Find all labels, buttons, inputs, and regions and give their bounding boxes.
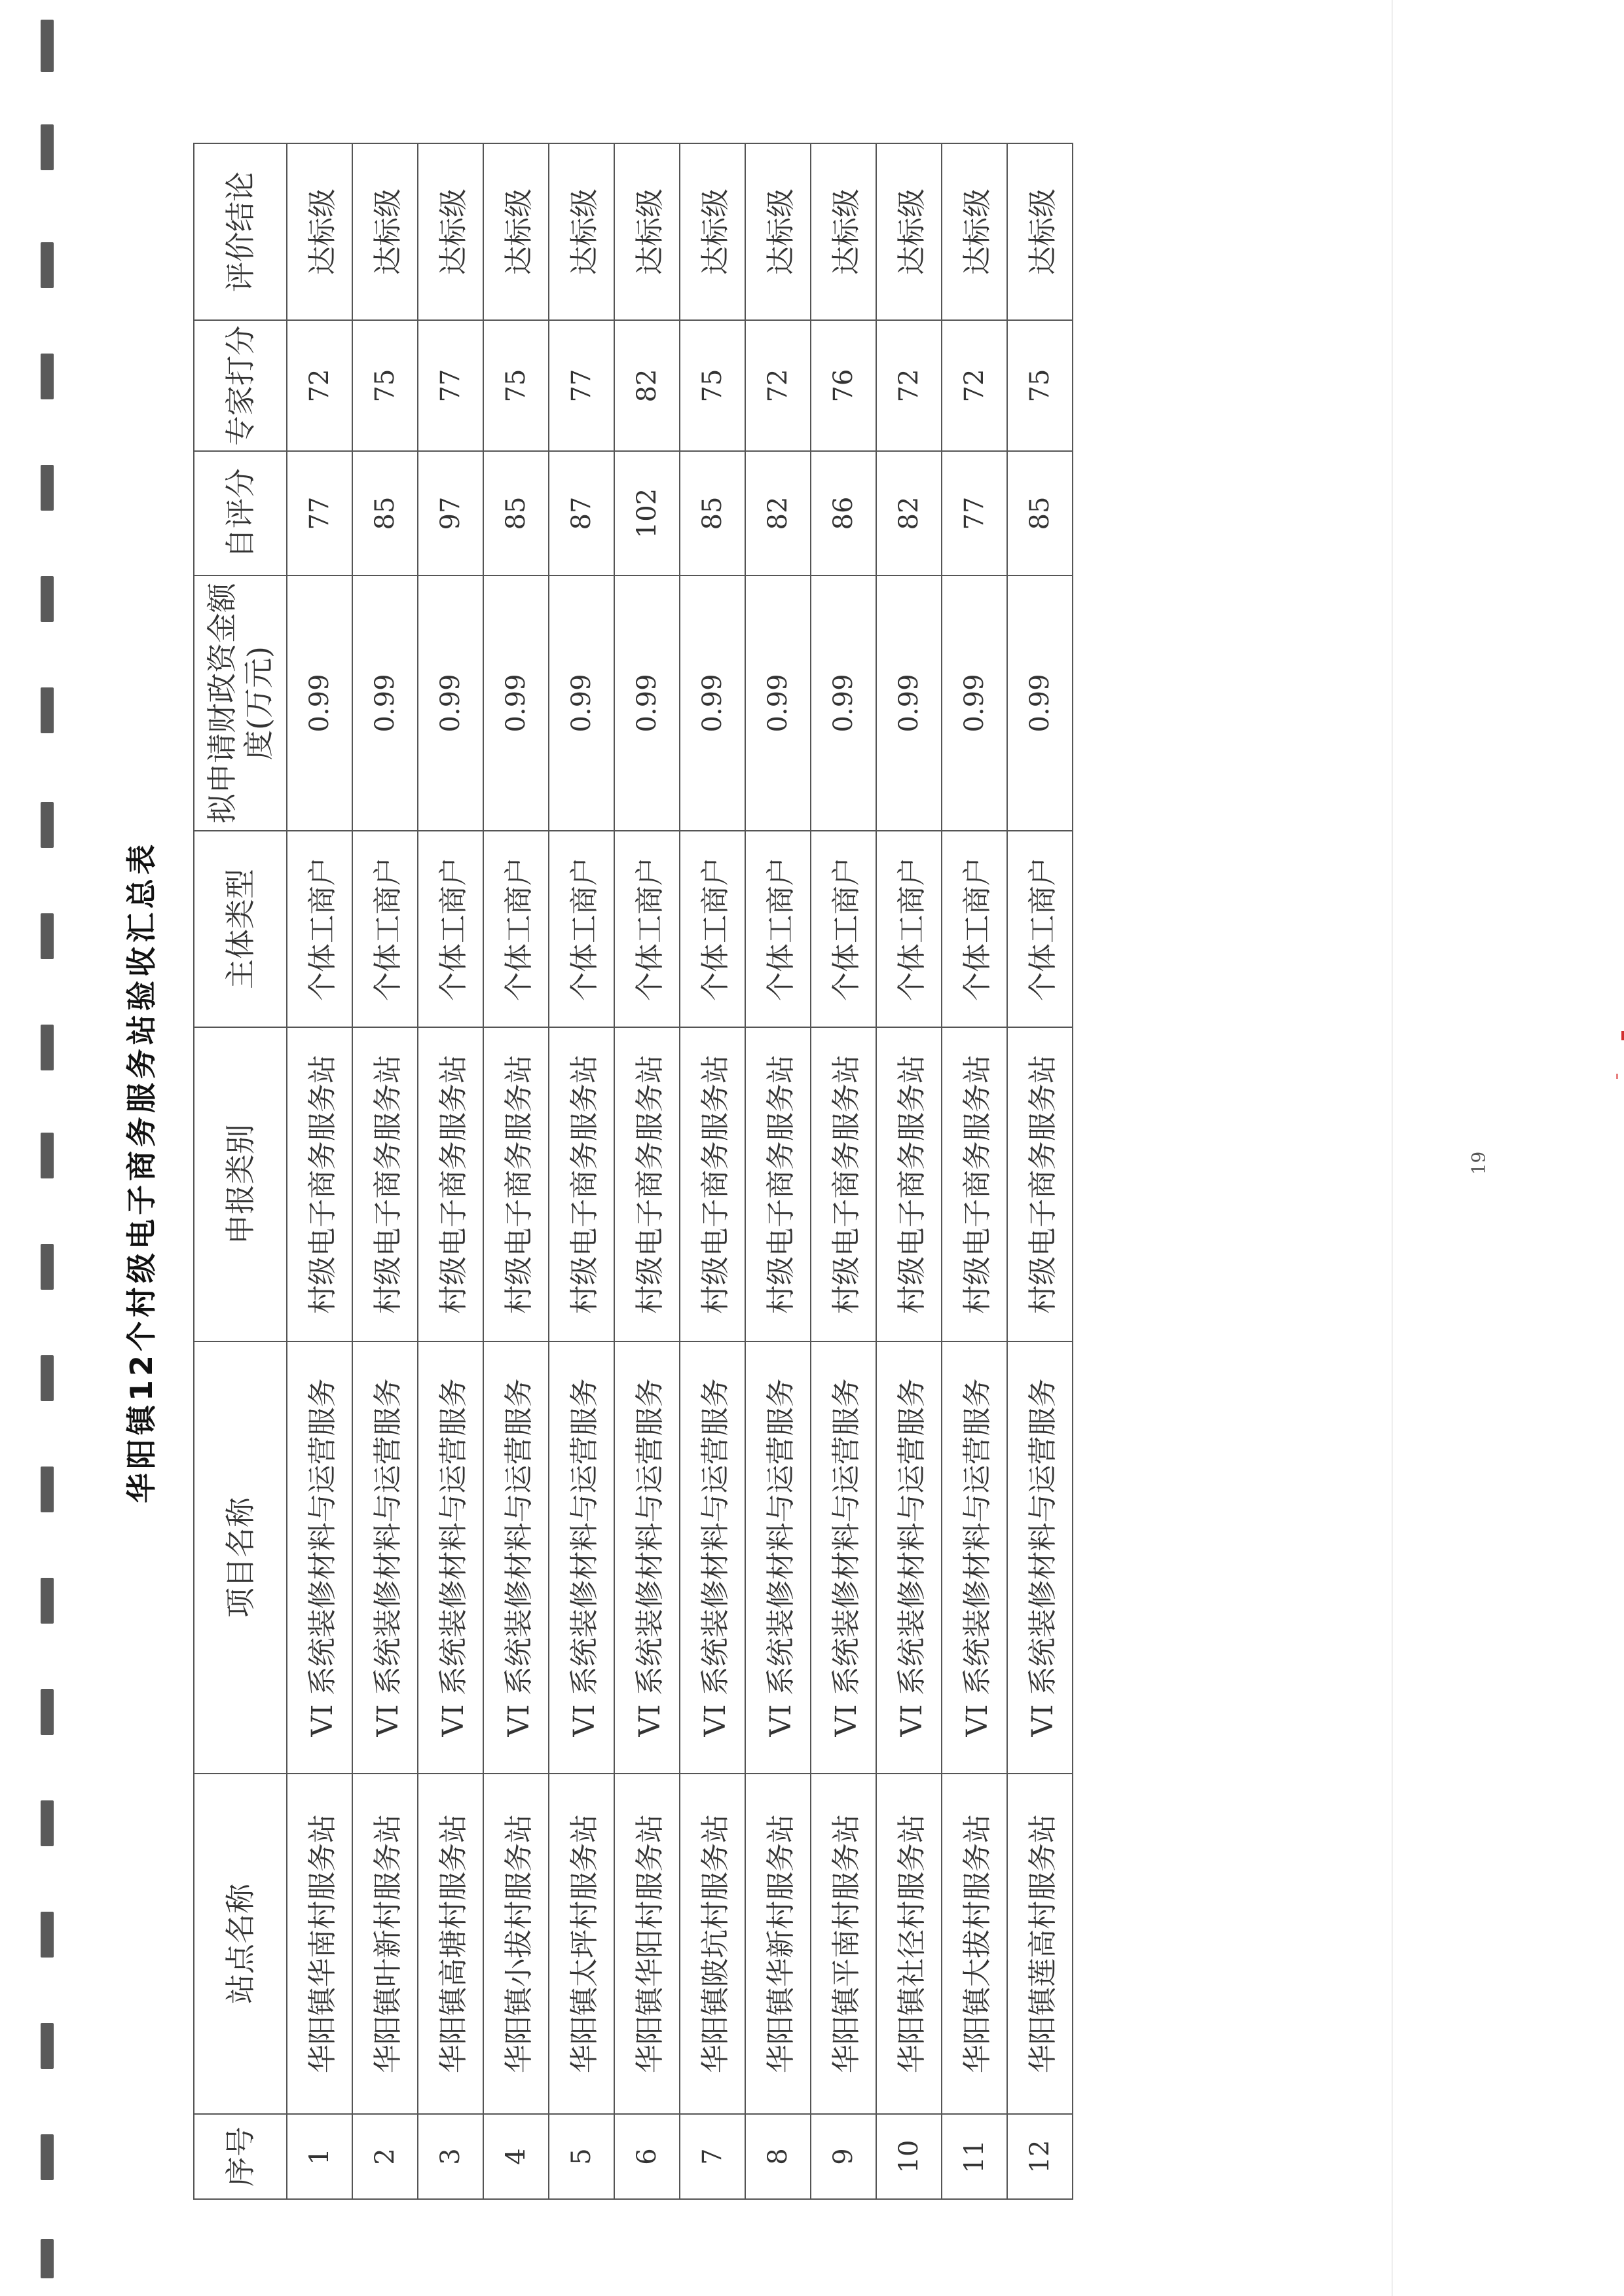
binding-hole — [41, 1133, 54, 1178]
cell-category: 村级电子商务服务站 — [745, 1027, 811, 1341]
cell-funding: 0.99 — [942, 575, 1007, 831]
cell-entity-type: 个体工商户 — [876, 831, 942, 1027]
cell-project-name: VI 系统装修材料与运营服务 — [680, 1341, 745, 1774]
cell-funding: 0.99 — [876, 575, 942, 831]
cell-station-name: 华阳镇莲高村服务站 — [1007, 1774, 1073, 2114]
cell-index: 8 — [745, 2114, 811, 2199]
cell-entity-type: 个体工商户 — [1007, 831, 1073, 1027]
cell-entity-type: 个体工商户 — [811, 831, 876, 1027]
cell-index: 4 — [483, 2114, 549, 2199]
cell-conclusion: 达标级 — [549, 143, 614, 320]
cell-funding: 0.99 — [745, 575, 811, 831]
cell-conclusion: 达标级 — [287, 143, 352, 320]
cell-project-name: VI 系统装修材料与运营服务 — [942, 1341, 1007, 1774]
table-row — [352, 143, 418, 2199]
cell-funding: 0.99 — [549, 575, 614, 831]
cell-self-score: 85 — [1007, 451, 1073, 575]
binding-hole — [41, 1355, 54, 1401]
table-row — [876, 143, 942, 2199]
page-fold — [1392, 0, 1393, 2296]
binding-hole — [41, 1912, 54, 1958]
cell-expert-score: 75 — [483, 320, 549, 451]
cell-funding: 0.99 — [1007, 575, 1073, 831]
cell-conclusion: 达标级 — [745, 143, 811, 320]
header-funding: 拟申请财政资金额度(万元) — [194, 575, 287, 831]
cell-category: 村级电子商务服务站 — [942, 1027, 1007, 1341]
cell-index: 1 — [287, 2114, 352, 2199]
cell-expert-score: 77 — [418, 320, 483, 451]
cell-entity-type: 个体工商户 — [745, 831, 811, 1027]
binding-hole — [41, 1800, 54, 1846]
header-self-score: 自评分 — [194, 451, 287, 575]
cell-category: 村级电子商务服务站 — [680, 1027, 745, 1341]
cell-category: 村级电子商务服务站 — [352, 1027, 418, 1341]
cell-funding: 0.99 — [680, 575, 745, 831]
cell-project-name: VI 系统装修材料与运营服务 — [418, 1341, 483, 1774]
cell-index: 9 — [811, 2114, 876, 2199]
cell-entity-type: 个体工商户 — [287, 831, 352, 1027]
cell-project-name: VI 系统装修材料与运营服务 — [352, 1341, 418, 1774]
acceptance-summary-table — [193, 143, 1073, 2200]
cell-expert-score: 76 — [811, 320, 876, 451]
table-row — [287, 143, 352, 2199]
binding-marks — [0, 0, 72, 2296]
cell-expert-score: 72 — [745, 320, 811, 451]
cell-self-score: 77 — [287, 451, 352, 575]
header-entity-type: 主体类型 — [194, 831, 287, 1027]
cell-index: 6 — [614, 2114, 680, 2199]
binding-hole — [41, 2023, 54, 2069]
table-row — [549, 143, 614, 2199]
cell-project-name: VI 系统装修材料与运营服务 — [287, 1341, 352, 1774]
cell-funding: 0.99 — [811, 575, 876, 831]
table-header-row — [194, 143, 287, 2199]
cell-expert-score: 75 — [1007, 320, 1073, 451]
cell-index: 7 — [680, 2114, 745, 2199]
cell-index: 11 — [942, 2114, 1007, 2199]
cell-conclusion: 达标级 — [352, 143, 418, 320]
cell-entity-type: 个体工商户 — [352, 831, 418, 1027]
cell-index: 12 — [1007, 2114, 1073, 2199]
binding-hole — [41, 576, 54, 622]
cell-station-name: 华阳镇叶新村服务站 — [352, 1774, 418, 2114]
binding-hole — [41, 465, 54, 511]
binding-hole — [41, 687, 54, 733]
cell-funding: 0.99 — [614, 575, 680, 831]
cell-entity-type: 个体工商户 — [680, 831, 745, 1027]
cell-conclusion: 达标级 — [418, 143, 483, 320]
cell-entity-type: 个体工商户 — [614, 831, 680, 1027]
cell-self-score: 77 — [942, 451, 1007, 575]
cell-expert-score: 82 — [614, 320, 680, 451]
page-number: 19 — [1467, 1151, 1490, 1175]
cell-station-name: 华阳镇太坪村服务站 — [549, 1774, 614, 2114]
cell-self-score: 85 — [483, 451, 549, 575]
cell-category: 村级电子商务服务站 — [549, 1027, 614, 1341]
table-row — [483, 143, 549, 2199]
binding-hole — [41, 354, 54, 399]
table-body — [287, 143, 1073, 2199]
cell-expert-score: 72 — [287, 320, 352, 451]
cell-conclusion: 达标级 — [680, 143, 745, 320]
cell-category: 村级电子商务服务站 — [287, 1027, 352, 1341]
cell-project-name: VI 系统装修材料与运营服务 — [483, 1341, 549, 1774]
cell-self-score: 85 — [680, 451, 745, 575]
binding-hole — [41, 2134, 54, 2180]
cell-conclusion: 达标级 — [614, 143, 680, 320]
cell-expert-score: 72 — [942, 320, 1007, 451]
red-speck — [1621, 1031, 1624, 1040]
header-conclusion: 评价结论 — [194, 143, 287, 320]
cell-funding: 0.99 — [287, 575, 352, 831]
cell-expert-score: 75 — [352, 320, 418, 451]
cell-conclusion: 达标级 — [811, 143, 876, 320]
rotated-content — [118, 144, 1087, 2200]
cell-category: 村级电子商务服务站 — [483, 1027, 549, 1341]
cell-expert-score: 75 — [680, 320, 745, 451]
cell-self-score: 82 — [876, 451, 942, 575]
cell-funding: 0.99 — [352, 575, 418, 831]
cell-station-name: 华阳镇陂坑村服务站 — [680, 1774, 745, 2114]
binding-hole — [41, 20, 54, 72]
document-title: 华阳镇12个村级电子商务服务站验收汇总表 — [124, 841, 159, 1504]
cell-category: 村级电子商务服务站 — [614, 1027, 680, 1341]
cell-entity-type: 个体工商户 — [483, 831, 549, 1027]
table-row — [680, 143, 745, 2199]
cell-category: 村级电子商务服务站 — [876, 1027, 942, 1341]
cell-self-score: 86 — [811, 451, 876, 575]
cell-entity-type: 个体工商户 — [942, 831, 1007, 1027]
cell-project-name: VI 系统装修材料与运营服务 — [811, 1341, 876, 1774]
table-row — [614, 143, 680, 2199]
cell-station-name: 华阳镇平南村服务站 — [811, 1774, 876, 2114]
header-station-name: 站点名称 — [194, 1774, 287, 2114]
header-index: 序号 — [194, 2114, 287, 2199]
cell-conclusion: 达标级 — [483, 143, 549, 320]
cell-station-name: 华阳镇华阳村服务站 — [614, 1774, 680, 2114]
table-row — [942, 143, 1007, 2199]
cell-conclusion: 达标级 — [876, 143, 942, 320]
cell-conclusion: 达标级 — [942, 143, 1007, 320]
binding-hole — [41, 2239, 54, 2278]
cell-self-score: 97 — [418, 451, 483, 575]
binding-hole — [41, 1025, 54, 1070]
binding-hole — [41, 242, 54, 288]
table-row — [1007, 143, 1073, 2199]
cell-self-score: 102 — [614, 451, 680, 575]
cell-self-score: 87 — [549, 451, 614, 575]
cell-station-name: 华阳镇小拔村服务站 — [483, 1774, 549, 2114]
cell-station-name: 华阳镇华南村服务站 — [287, 1774, 352, 2114]
cell-project-name: VI 系统装修材料与运营服务 — [745, 1341, 811, 1774]
cell-station-name: 华阳镇华新村服务站 — [745, 1774, 811, 2114]
cell-expert-score: 77 — [549, 320, 614, 451]
cell-category: 村级电子商务服务站 — [1007, 1027, 1073, 1341]
cell-conclusion: 达标级 — [1007, 143, 1073, 320]
cell-station-name: 华阳镇社径村服务站 — [876, 1774, 942, 2114]
binding-hole — [41, 1578, 54, 1624]
cell-entity-type: 个体工商户 — [549, 831, 614, 1027]
cell-index: 5 — [549, 2114, 614, 2199]
cell-index: 10 — [876, 2114, 942, 2199]
cell-station-name: 华阳镇高塘村服务站 — [418, 1774, 483, 2114]
cell-index: 3 — [418, 2114, 483, 2199]
header-expert-score: 专家打分 — [194, 320, 287, 451]
cell-category: 村级电子商务服务站 — [811, 1027, 876, 1341]
cell-entity-type: 个体工商户 — [418, 831, 483, 1027]
cell-station-name: 华阳镇大拔村服务站 — [942, 1774, 1007, 2114]
binding-hole — [41, 913, 54, 959]
cell-project-name: VI 系统装修材料与运营服务 — [1007, 1341, 1073, 1774]
cell-funding: 0.99 — [483, 575, 549, 831]
table-row — [745, 143, 811, 2199]
cell-funding: 0.99 — [418, 575, 483, 831]
table-row — [418, 143, 483, 2199]
cell-project-name: VI 系统装修材料与运营服务 — [614, 1341, 680, 1774]
binding-hole — [41, 124, 54, 170]
red-speck — [1616, 1074, 1618, 1079]
cell-project-name: VI 系统装修材料与运营服务 — [549, 1341, 614, 1774]
binding-hole — [41, 1467, 54, 1512]
header-category: 申报类别 — [194, 1027, 287, 1341]
cell-self-score: 85 — [352, 451, 418, 575]
cell-expert-score: 72 — [876, 320, 942, 451]
header-project-name: 项目名称 — [194, 1341, 287, 1774]
cell-self-score: 82 — [745, 451, 811, 575]
binding-hole — [41, 1689, 54, 1735]
binding-hole — [41, 802, 54, 848]
binding-hole — [41, 1244, 54, 1290]
cell-index: 2 — [352, 2114, 418, 2199]
cell-project-name: VI 系统装修材料与运营服务 — [876, 1341, 942, 1774]
table-row — [811, 143, 876, 2199]
cell-category: 村级电子商务服务站 — [418, 1027, 483, 1341]
